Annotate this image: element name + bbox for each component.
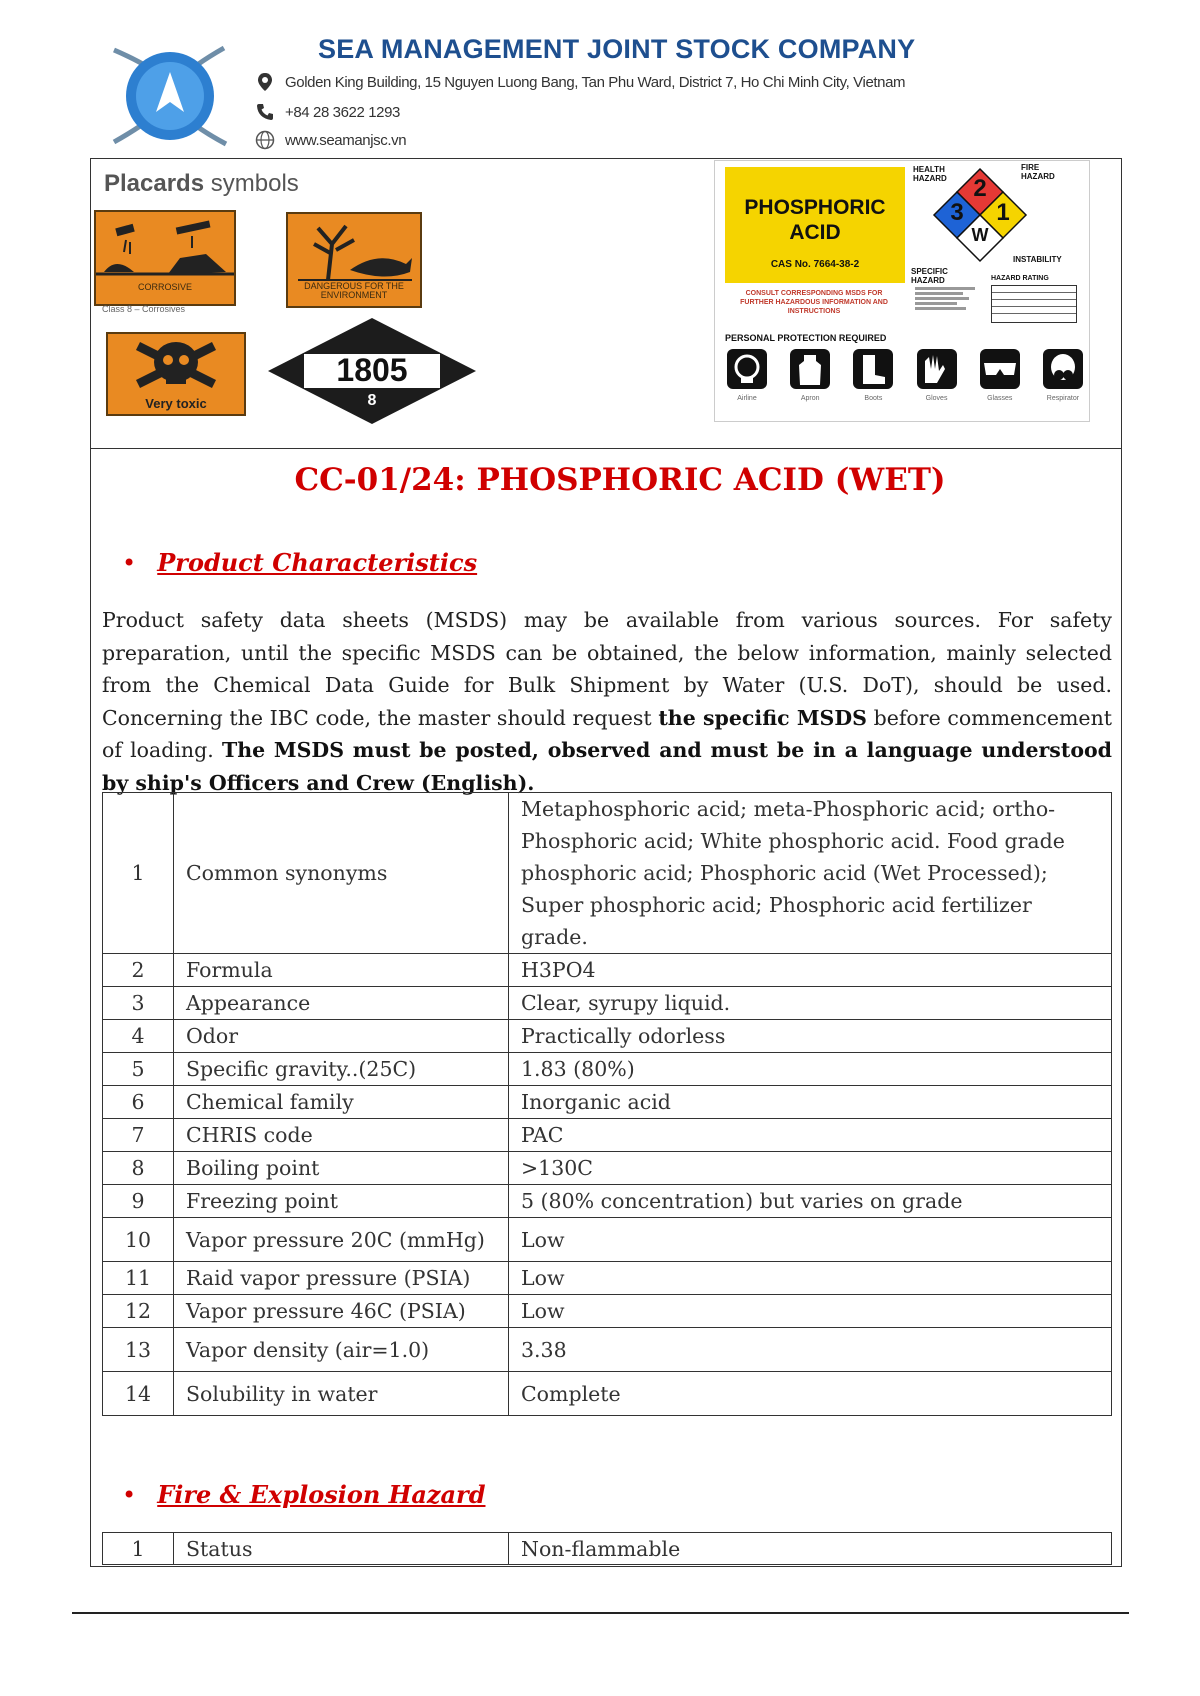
instability-label: INSTABILITY	[1013, 255, 1062, 264]
phone-text: +84 28 3622 1293	[285, 103, 400, 121]
table-row	[103, 954, 1112, 987]
row-number-cell: 1	[103, 1533, 174, 1565]
ppe-respirator: Respirator	[1041, 347, 1085, 402]
fire-hazard-table	[102, 1532, 1112, 1565]
gloves-icon	[915, 347, 959, 391]
hazard-rating-label: HAZARD RATING	[991, 275, 1049, 282]
property-name-cell: Appearance	[174, 987, 509, 1020]
section-product-characteristics	[122, 548, 477, 577]
property-name-cell: Boiling point	[174, 1152, 509, 1185]
website-text: www.seamanjsc.vn	[285, 131, 407, 149]
un-class: 8	[367, 392, 377, 409]
map-pin-icon	[255, 72, 275, 92]
row-number-cell: 2	[103, 954, 174, 987]
property-value-cell: Practically odorless	[509, 1020, 1112, 1053]
property-name-cell: Vapor pressure 46C (PSIA)	[174, 1295, 509, 1328]
section-heading: Product Characteristics	[157, 548, 478, 577]
property-value-cell: 5 (80% concentration) but varies on grade	[509, 1185, 1112, 1218]
respirator-icon	[1041, 347, 1085, 391]
company-name: SEA MANAGEMENT JOINT STOCK COMPANY	[318, 34, 916, 64]
toxic-label: Very toxic	[145, 396, 207, 411]
phone-row	[255, 102, 400, 122]
property-value-cell: 3.38	[509, 1328, 1112, 1372]
table-row	[103, 1119, 1112, 1152]
row-number-cell: 14	[103, 1372, 174, 1416]
table-row	[103, 793, 1112, 954]
dead-tree-fish-icon	[288, 214, 420, 284]
property-value-cell: PAC	[509, 1119, 1112, 1152]
property-value-cell: 1.83 (80%)	[509, 1053, 1112, 1086]
row-number-cell: 12	[103, 1295, 174, 1328]
globe-icon	[255, 130, 275, 150]
corrosive-label: CORROSIVE	[137, 282, 192, 292]
table-row	[103, 1533, 1112, 1565]
environment-label: DANGEROUS FOR THE ENVIRONMENT	[304, 281, 404, 300]
un-number: 1805	[336, 352, 408, 388]
property-name-cell: CHRIS code	[174, 1119, 509, 1152]
row-number-cell: 1	[103, 793, 174, 954]
property-value-cell: Low	[509, 1295, 1112, 1328]
property-name-cell: Solubility in water	[174, 1372, 509, 1416]
bullet-icon: •	[122, 549, 137, 577]
row-number-cell: 4	[103, 1020, 174, 1053]
property-name-cell: Formula	[174, 954, 509, 987]
property-value-cell: Non-flammable	[509, 1533, 1112, 1565]
fire-hazard-label: FIRE HAZARD	[1021, 163, 1055, 181]
corrosive-icon	[96, 212, 234, 282]
corrosive-caption: Class 8 – Corrosives	[102, 304, 186, 314]
row-number-cell: 11	[103, 1262, 174, 1295]
bullet-icon: •	[122, 1481, 137, 1509]
property-value-cell: >130C	[509, 1152, 1112, 1185]
frame-divider	[90, 448, 1122, 449]
property-name-cell: Vapor pressure 20C (mmHg)	[174, 1218, 509, 1262]
footer-divider	[72, 1612, 1129, 1614]
sign-cas: CAS No. 7664-38-2	[770, 259, 860, 270]
health-hazard-label: HEALTH HAZARD	[913, 165, 947, 183]
property-value-cell: Complete	[509, 1372, 1112, 1416]
property-name-cell: Common synonyms	[174, 793, 509, 954]
table-row	[103, 1086, 1112, 1119]
property-name-cell: Vapor density (air=1.0)	[174, 1328, 509, 1372]
row-number-cell: 13	[103, 1328, 174, 1372]
sign-name-line2: ACID	[789, 221, 841, 244]
property-name-cell: Specific gravity..(25C)	[174, 1053, 509, 1086]
row-number-cell: 7	[103, 1119, 174, 1152]
glasses-icon	[978, 347, 1022, 391]
sign-name-line1: PHOSPHORIC	[744, 196, 886, 219]
phone-icon	[255, 102, 275, 122]
boots-icon	[851, 347, 895, 391]
un-number-placard	[266, 316, 478, 426]
row-number-cell: 5	[103, 1053, 174, 1086]
table-row	[103, 1185, 1112, 1218]
instability-rating: 1	[996, 199, 1010, 226]
specific-hazard-label: SPECIFIC HAZARD	[911, 267, 948, 285]
intro-paragraph: Product safety data sheets (MSDS) may be available from various sources. For safety preparation, until the specific MSDS can be obtained, the below information, mainly selected from the Chemical Data Guide for Bulk Shipment by Water (U.S. DoT), should be used. Concerning the IBC code, the master should request the specific MSDS before commencement of loading. The MSDS must be posted, observed and must be in a language understood by ship's Officers and Crew (English).	[102, 608, 1113, 795]
table-row	[103, 1218, 1112, 1262]
website-row	[255, 130, 406, 150]
property-value-cell: Inorganic acid	[509, 1086, 1112, 1119]
apron-icon	[788, 347, 832, 391]
chemical-sign	[714, 160, 1090, 422]
row-number-cell: 10	[103, 1218, 174, 1262]
table-row	[103, 1262, 1112, 1295]
property-name-cell: Freezing point	[174, 1185, 509, 1218]
table-row	[103, 1152, 1112, 1185]
ppe-airline: Airline	[725, 347, 769, 402]
skull-crossbones-icon	[108, 334, 244, 396]
table-row	[103, 1053, 1112, 1086]
property-name-cell: Status	[174, 1533, 509, 1565]
table-row	[103, 1328, 1112, 1372]
fire-rating: 2	[973, 175, 987, 202]
table-row	[103, 1295, 1112, 1328]
toxic-placard	[106, 332, 246, 416]
section-fire-explosion	[122, 1480, 485, 1509]
property-name-cell: Chemical family	[174, 1086, 509, 1119]
property-value-cell: Clear, syrupy liquid.	[509, 987, 1112, 1020]
property-value-cell: Low	[509, 1218, 1112, 1262]
address-row	[255, 72, 905, 92]
sign-name-box	[725, 167, 905, 283]
ppe-gloves: Gloves	[915, 347, 959, 402]
health-rating: 3	[950, 199, 964, 226]
section-heading: Fire & Explosion Hazard	[157, 1480, 486, 1509]
table-row	[103, 1372, 1112, 1416]
airline-mask-icon	[725, 347, 769, 391]
row-number-cell: 6	[103, 1086, 174, 1119]
corrosive-placard	[94, 210, 236, 306]
properties-table	[102, 792, 1112, 1416]
document-title: CC-01/24: PHOSPHORIC ACID (WET)	[294, 462, 946, 498]
ppe-row	[725, 347, 1085, 402]
property-value-cell: Metaphosphoric acid; meta-Phosphoric acid; ortho-Phosphoric acid; White phosphoric acid. Food grade phosphoric acid; Phosphoric acid (Wet Processed); Super phosphoric acid; Phosphoric acid fertilizer grade.	[509, 793, 1112, 954]
hazard-legend	[915, 285, 975, 323]
property-value-cell: Low	[509, 1262, 1112, 1295]
row-number-cell: 8	[103, 1152, 174, 1185]
sign-consult-text: CONSULT CORRESPONDING MSDS FOR FURTHER HAZARDOUS INFORMATION AND INSTRUCTIONS	[740, 290, 888, 315]
property-name-cell: Raid vapor pressure (PSIA)	[174, 1262, 509, 1295]
ppe-title: PERSONAL PROTECTION REQUIRED	[725, 333, 887, 343]
environment-placard	[286, 212, 422, 308]
ppe-glasses: Glasses	[978, 347, 1022, 402]
property-value-cell: H3PO4	[509, 954, 1112, 987]
ppe-apron: Apron	[788, 347, 832, 402]
address-text: Golden King Building, 15 Nguyen Luong Bang, Tan Phu Ward, District 7, Ho Chi Minh City, Vietnam	[285, 73, 906, 91]
specific-code: W	[971, 225, 989, 245]
table-row	[103, 1020, 1112, 1053]
row-number-cell: 3	[103, 987, 174, 1020]
ppe-boots: Boots	[851, 347, 895, 402]
property-name-cell: Odor	[174, 1020, 509, 1053]
row-number-cell: 9	[103, 1185, 174, 1218]
placards-title: Placards symbols	[104, 170, 299, 197]
table-row	[103, 987, 1112, 1020]
hazard-rating-table	[991, 285, 1077, 323]
company-logo	[104, 30, 234, 158]
